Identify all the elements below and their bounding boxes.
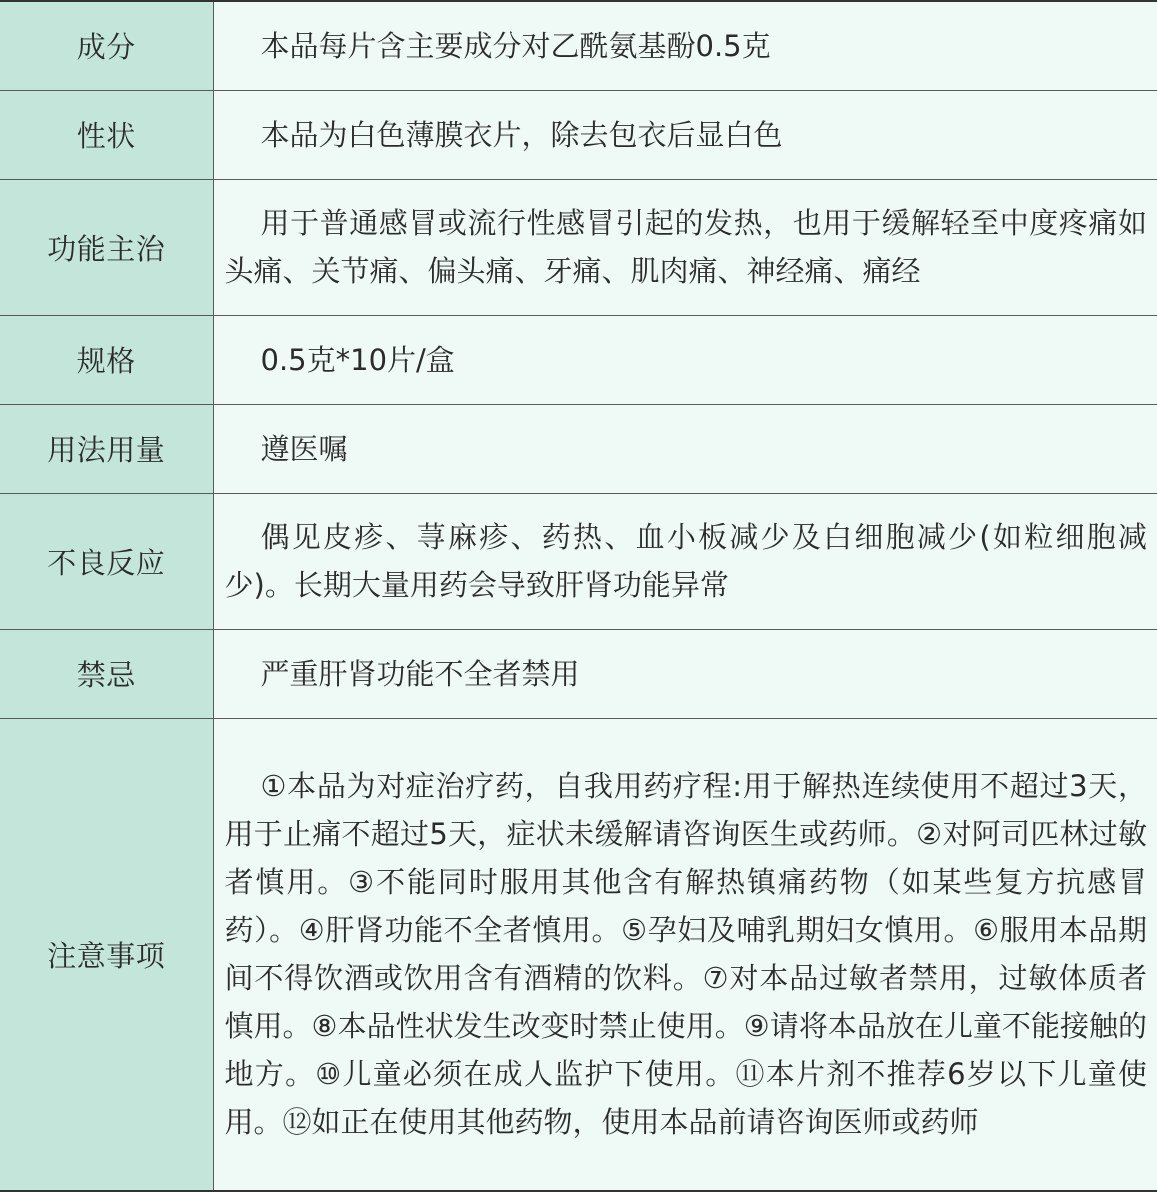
adverse-reactions-label: 不良反应: [0, 493, 213, 629]
row-dosage: [0, 404, 1157, 493]
adverse-reactions-value: 偶见皮疹、荨麻疹、药热、血小板减少及白细胞减少(如粒细胞减少)。长期大量用药会导致肝肾功能异常: [213, 493, 1157, 629]
row-specification: [0, 315, 1157, 404]
row-appearance: [0, 90, 1157, 179]
precautions-value: ①本品为对症治疗药，自我用药疗程:用于解热连续使用不超过3天，用于止痛不超过5天，症状未缓解请咨询医生或药师。②对阿司匹林过敏者慎用。③不能同时服用其他含有解热镇痛药物（如某些复方抗感冒药）。④肝肾功能不全者慎用。⑤孕妇及哺乳期妇女慎用。⑥服用本品期间不得饮酒或饮用含有酒精的饮料。⑦对本品过敏者禁用，过敏体质者慎用。⑧本品性状发生改变时禁止使用。⑨请将本品放在儿童不能接触的地方。⑩儿童必须在成人监护下使用。⑪本片剂不推荐6岁以下儿童使用。⑫如正在使用其他药物，使用本品前请咨询医师或药师: [213, 718, 1157, 1190]
drug-info-table: [0, 2, 1157, 1190]
specification-label: 规格: [0, 315, 213, 404]
contraindications-value: 严重肝肾功能不全者禁用: [213, 629, 1157, 718]
appearance-label: 性状: [0, 90, 213, 179]
dosage-label: 用法用量: [0, 404, 213, 493]
precautions-label: 注意事项: [0, 718, 213, 1190]
specification-value: 0.5克*10片/盒: [213, 315, 1157, 404]
row-indications: [0, 179, 1157, 315]
row-ingredients: [0, 2, 1157, 90]
ingredients-label: 成分: [0, 2, 213, 90]
dosage-value: 遵医嘱: [213, 404, 1157, 493]
appearance-value: 本品为白色薄膜衣片，除去包衣后显白色: [213, 90, 1157, 179]
contraindications-label: 禁忌: [0, 629, 213, 718]
ingredients-value: 本品每片含主要成分对乙酰氨基酚0.5克: [213, 2, 1157, 90]
row-precautions: [0, 718, 1157, 1190]
indications-value: 用于普通感冒或流行性感冒引起的发热，也用于缓解轻至中度疼痛如头痛、关节痛、偏头痛、牙痛、肌肉痛、神经痛、痛经: [213, 179, 1157, 315]
row-adverse-reactions: [0, 493, 1157, 629]
row-contraindications: [0, 629, 1157, 718]
indications-label: 功能主治: [0, 179, 213, 315]
